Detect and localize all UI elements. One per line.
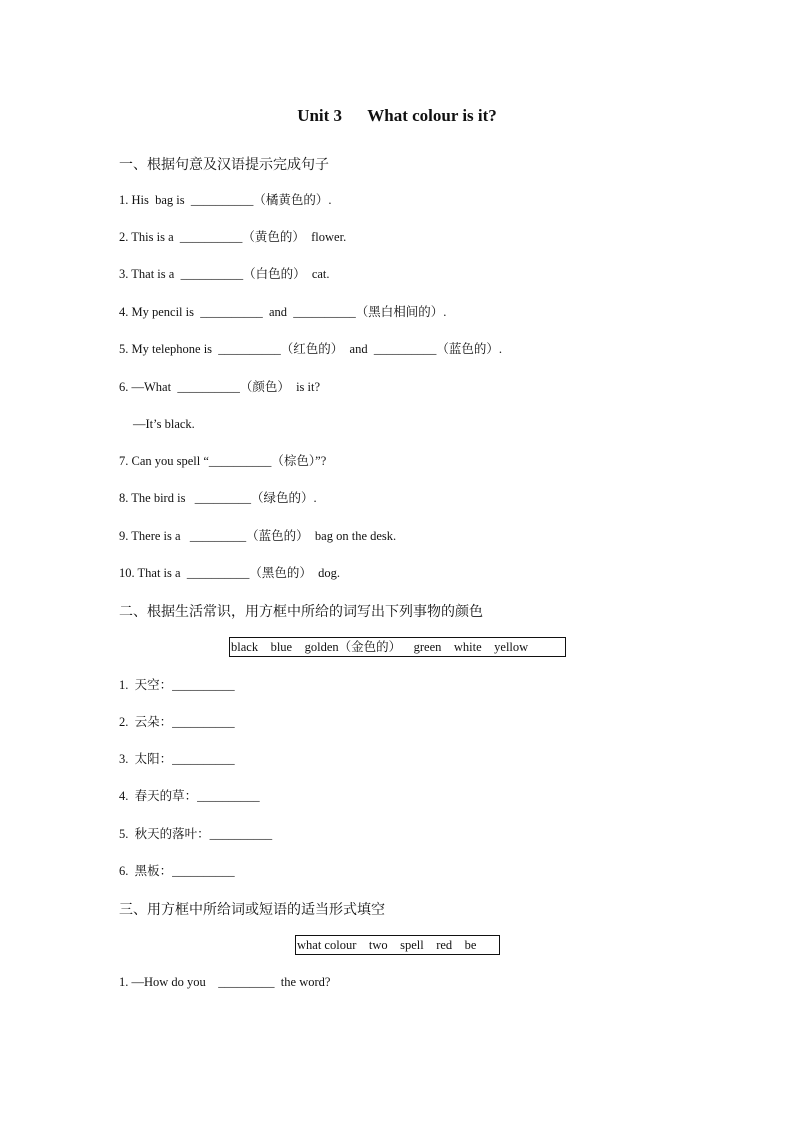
section-2-item: 1. 天空：__________ (119, 678, 235, 692)
section-1-item: 7. Can you spell “__________（棕色）”? (119, 454, 327, 468)
section-1-item: 5. My telephone is __________（红色的） and __________（蓝色的）. (119, 342, 502, 356)
section-1-item: 4. My pencil is __________ and __________（黑白相间的）. (119, 305, 447, 319)
section-2-item: 4. 春天的草：__________ (119, 789, 260, 803)
section-3-item: 1. —How do you _________ the word? (119, 975, 331, 989)
section-1-item: 2. This is a __________（黄色的） flower. (119, 230, 347, 244)
section-1-item: 9. There is a _________（蓝色的） bag on the desk. (119, 529, 397, 543)
section-2-item: 2. 云朵：__________ (119, 715, 235, 729)
section-2-word-box: black blue golden（金色的） green white yellow (229, 637, 566, 657)
section-1-item-answer: —It’s black. (133, 417, 195, 431)
section-3-word-box: what colour two spell red be (295, 935, 500, 955)
section-1-item: 1. His bag is __________（橘黄色的）. (119, 193, 332, 207)
section-1-item: 8. The bird is _________（绿色的）. (119, 491, 317, 505)
section-2-item: 3. 太阳：__________ (119, 752, 235, 766)
section-1-item: 3. That is a __________（白色的） cat. (119, 267, 330, 281)
section-1-item: 10. That is a __________（黑色的） dog. (119, 566, 340, 580)
section-2-heading: 二、根据生活常识，用方框中所给的词写出下列事物的颜色 (119, 604, 483, 620)
section-1-item: 6. —What __________（颜色） is it? (119, 380, 321, 394)
section-2-item: 6. 黑板：__________ (119, 864, 235, 878)
section-1-heading: 一、根据句意及汉语提示完成句子 (119, 157, 329, 173)
section-2-item: 5. 秋天的落叶：__________ (119, 827, 273, 841)
section-3-heading: 三、用方框中所给词或短语的适当形式填空 (119, 902, 385, 918)
page-title: Unit 3 What colour is it? (297, 106, 497, 125)
